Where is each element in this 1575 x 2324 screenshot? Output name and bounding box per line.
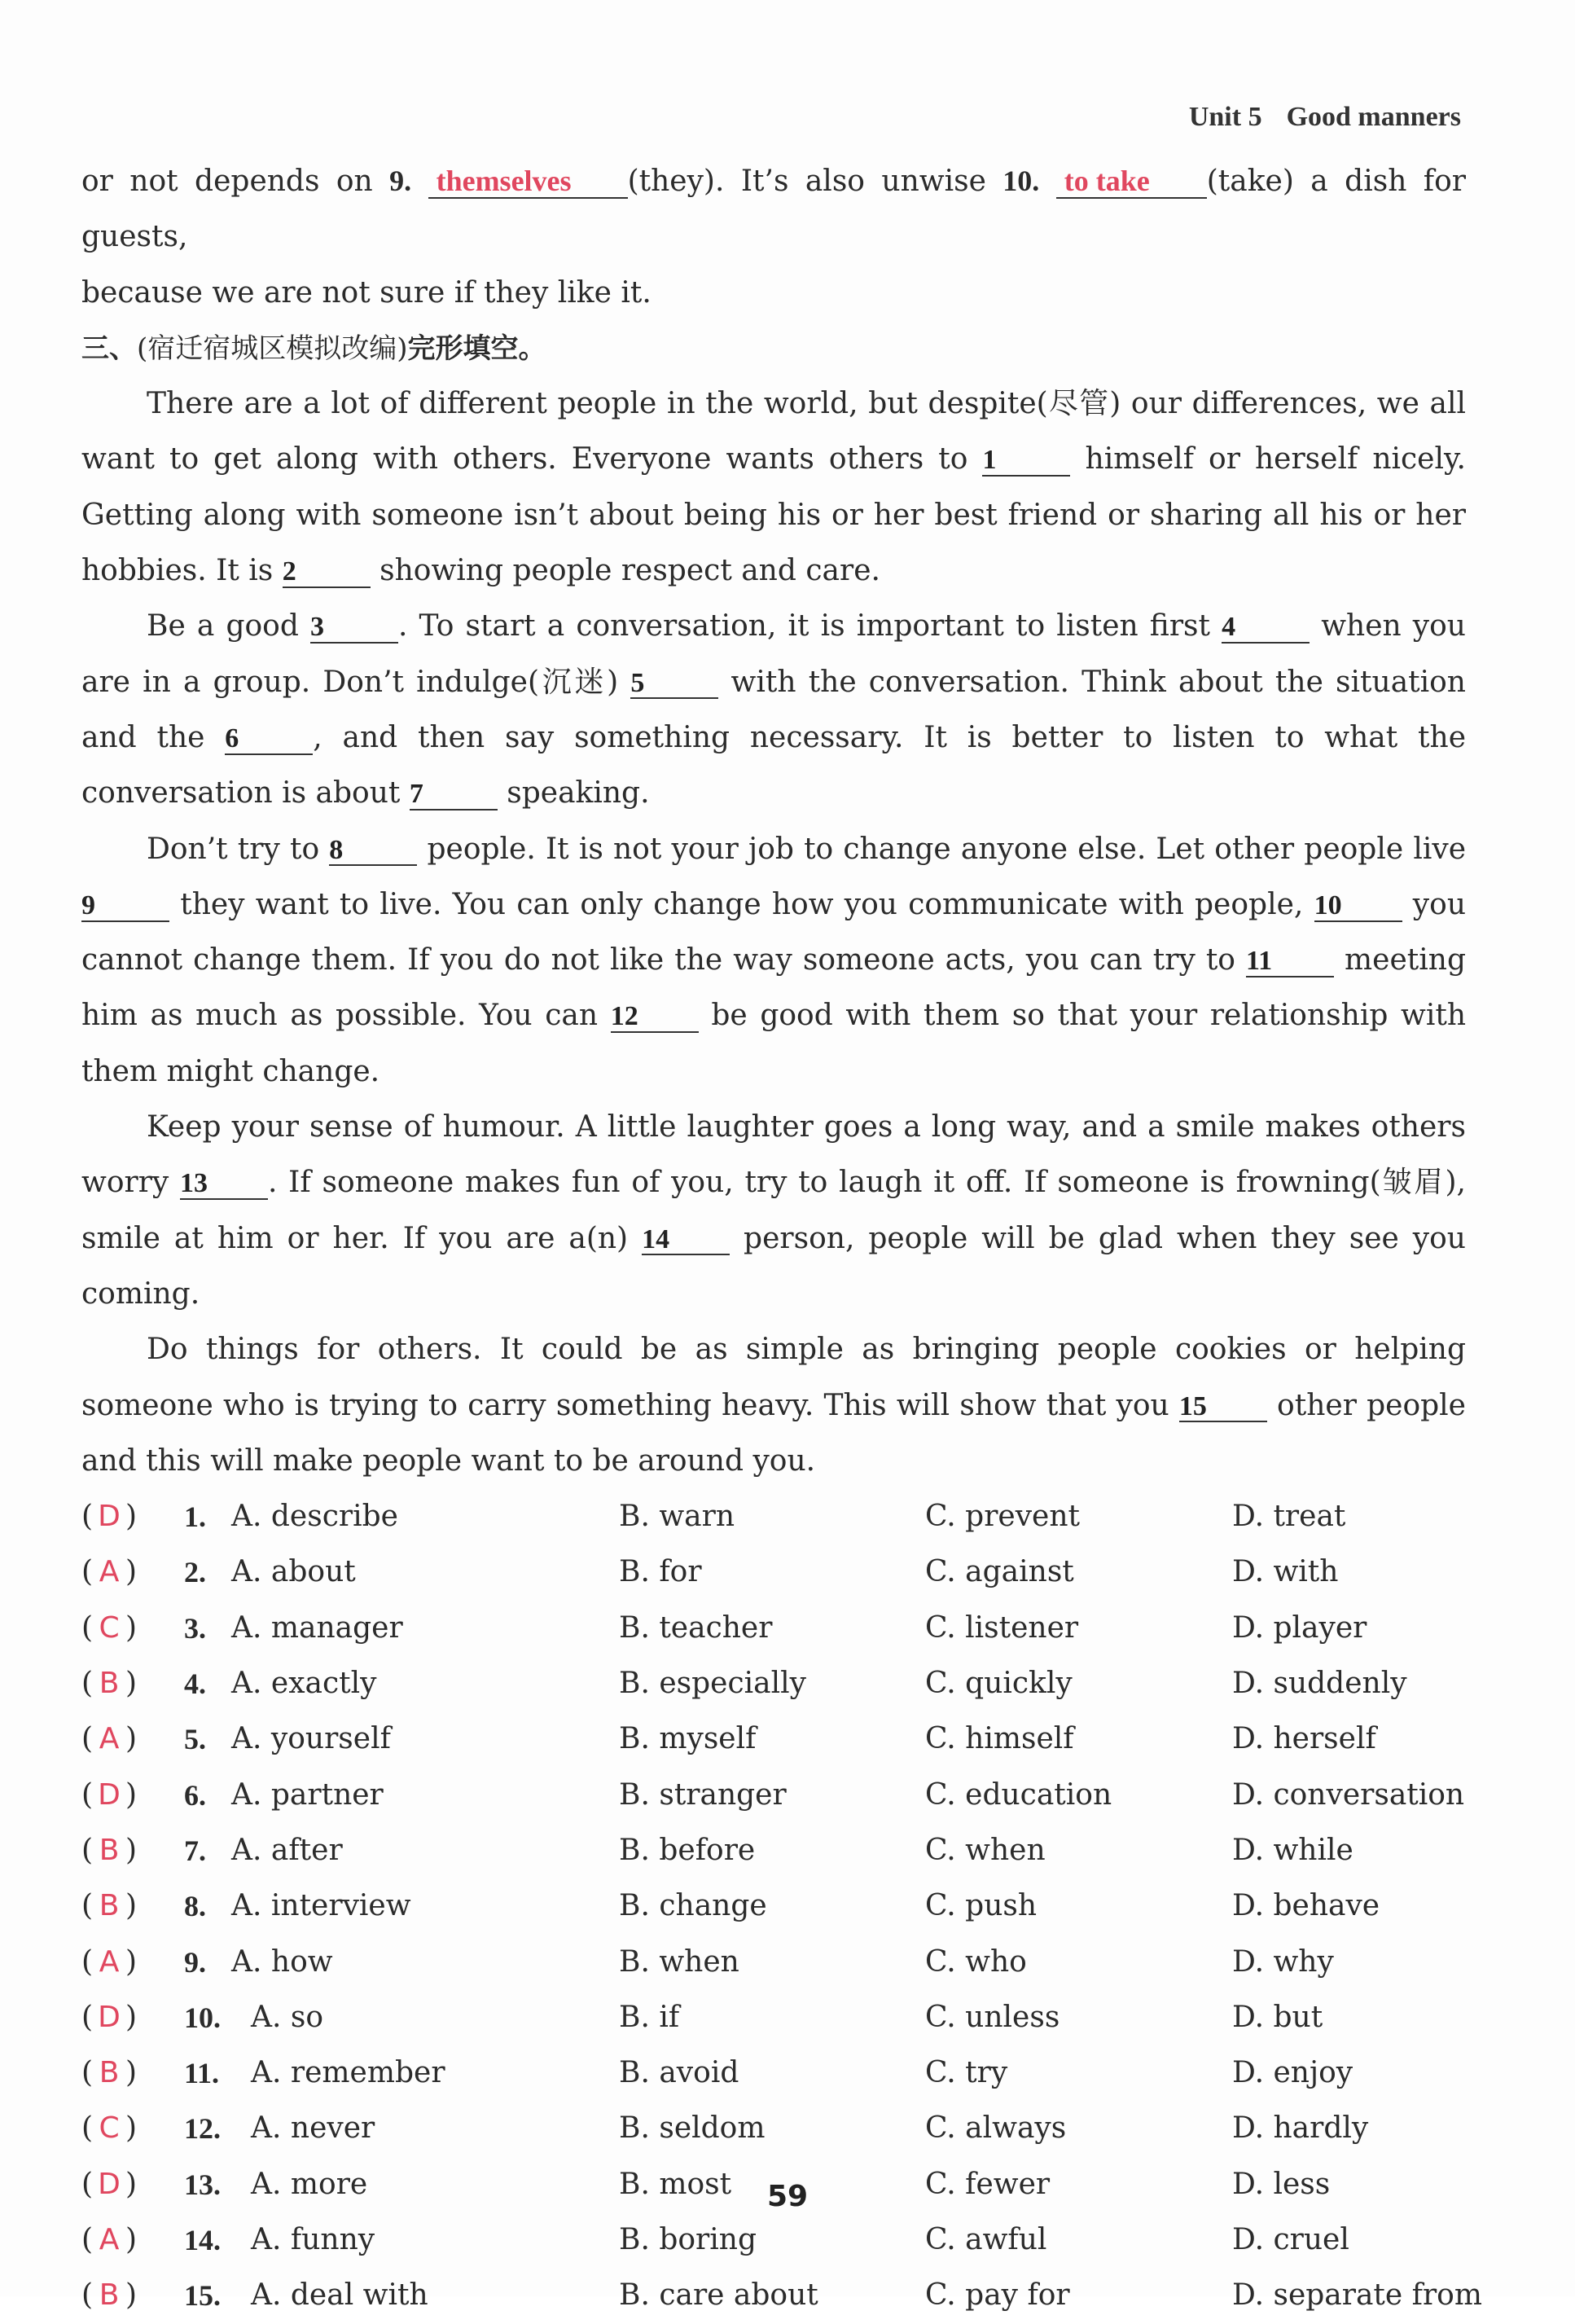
- option-b: B. avoid: [619, 2056, 739, 2090]
- question-number: 3.: [184, 1611, 206, 1645]
- answer-letter: B: [99, 2278, 120, 2313]
- unit-label: Unit 5: [1188, 102, 1262, 132]
- cloze-blank-7: 7: [410, 780, 498, 811]
- option-b: B. if: [619, 2000, 680, 2034]
- option-a: A. funny: [251, 2222, 375, 2256]
- question-number: 13.: [184, 2168, 221, 2201]
- answer-paren: ( C ): [81, 1601, 137, 1656]
- cloze-blank-15: 15: [1179, 1392, 1267, 1423]
- answer-letter: A: [99, 1944, 120, 1979]
- unit-header: [1189, 102, 1461, 133]
- option-b: B. when: [619, 1944, 739, 1979]
- option-c: C. awful: [925, 2222, 1047, 2256]
- question-row: [81, 1711, 1466, 1767]
- option-b: B. stranger: [619, 1777, 787, 1812]
- question-number-10: 10.: [1002, 165, 1040, 197]
- question-number-9: 9.: [389, 165, 412, 197]
- page-number: 59: [766, 2180, 809, 2213]
- cloze-blank-11: 11: [1246, 947, 1334, 977]
- option-c: C. education: [925, 1777, 1112, 1812]
- question-number: 9.: [184, 1945, 206, 1979]
- option-d: D. while: [1232, 1833, 1353, 1867]
- option-c: C. against: [925, 1555, 1074, 1589]
- answer-letter: D: [98, 2167, 121, 2201]
- option-a: A. about: [231, 1555, 356, 1589]
- answer-paren: ( D ): [81, 2157, 137, 2212]
- question-row: [81, 1823, 1466, 1878]
- question-row: [81, 1878, 1466, 1934]
- question-number: 14.: [184, 2223, 221, 2256]
- answer-letter: D: [98, 2000, 121, 2034]
- passage-paragraph-2: Be a good 3 . To start a conversation, it is important to listen first 4 when you are in a group. Don’t indulge(沉迷) 5 with the conversation. Think about the situation and the 6 , and then say something necessary. It is better to listen to what the conversation is about 7 speaking.: [81, 609, 1467, 811]
- cloze-blank-3: 3: [310, 613, 398, 644]
- question-row: [81, 2268, 1482, 2323]
- option-a: A. after: [231, 1833, 343, 1867]
- option-c: C. prevent: [925, 1500, 1081, 1534]
- option-b: B. boring: [619, 2222, 757, 2256]
- answer-paren: ( B ): [81, 1656, 137, 1711]
- question-number: 15.: [184, 2279, 221, 2313]
- question-number: 11.: [184, 2057, 220, 2090]
- cloze-blank-6: 6: [225, 724, 313, 755]
- option-d: D. enjoy: [1232, 2056, 1353, 2090]
- question-row: [81, 1768, 1466, 1823]
- answer-paren: ( D ): [81, 1489, 137, 1544]
- option-a: A. remember: [251, 2056, 445, 2090]
- answer-paren: ( A ): [81, 1711, 137, 1767]
- section-source: (宿迁宿城区模拟改编): [137, 332, 408, 365]
- option-a: A. partner: [231, 1777, 384, 1812]
- option-b: B. myself: [619, 1722, 757, 1756]
- section-title: 三、(宿迁宿城区模拟改编)完形填空。: [81, 332, 546, 365]
- question-row: [81, 1656, 1466, 1711]
- page-body: [81, 153, 1482, 2324]
- answer-paren: ( B ): [81, 2045, 137, 2101]
- option-d: D. separate from: [1232, 2278, 1482, 2313]
- answer-letter: B: [99, 1833, 120, 1867]
- answer-blank-10: to take: [1056, 166, 1207, 199]
- passage-paragraph-3: Don’t try to 8 people. It is not your job to change anyone else. Let other people live 9 they want to live. You can only change how you communicate with people, 10 you cannot change them. If you do not like the way someone acts, you can try to 11 meeting him as much as possible. You can 12 be good with them so that your relationship with them might change.: [81, 832, 1467, 1088]
- cloze-blank-12: 12: [611, 1002, 699, 1033]
- question-number: 4.: [184, 1667, 206, 1701]
- answer-letter: B: [99, 1889, 120, 1923]
- cloze-blank-1: 1: [982, 446, 1070, 477]
- passage-paragraph-1: There are a lot of different people in the world, but despite(尽管) our differences, we all want to get along with others. Everyone wants others to 1 himself or herself nicely. Getting along with someone isn’t about being his or her best friend or sharing all his or her hobbies. It is 2 showing people respect and care.: [81, 387, 1467, 588]
- answer-letter: D: [98, 1777, 121, 1812]
- option-b: B. especially: [619, 1667, 806, 1701]
- cloze-blank-5: 5: [630, 669, 718, 700]
- option-a: A. so: [251, 2000, 324, 2034]
- option-c: C. push: [925, 1889, 1038, 1923]
- intro-line-1: or not depends on 9. themselves (they). It’s also unwise 10. to take (take) a dish for guests,: [81, 165, 1467, 254]
- question-row: [81, 2101, 1466, 2156]
- answer-letter: C: [99, 1610, 120, 1645]
- option-a: A. how: [231, 1944, 333, 1979]
- option-d: D. herself: [1232, 1722, 1376, 1756]
- answer-letter: A: [99, 2222, 120, 2256]
- question-number: 5.: [184, 1723, 206, 1756]
- option-d: D. behave: [1232, 1889, 1380, 1923]
- option-d: D. treat: [1232, 1500, 1346, 1534]
- option-b: B. seldom: [619, 2111, 766, 2146]
- question-number: 12.: [184, 2112, 221, 2146]
- option-c: C. quickly: [925, 1667, 1073, 1701]
- option-b: B. care about: [619, 2278, 818, 2313]
- option-c: C. listener: [925, 1610, 1079, 1645]
- cloze-blank-10: 10: [1314, 891, 1402, 922]
- question-number: 8.: [184, 1890, 206, 1923]
- option-c: C. himself: [925, 1722, 1074, 1756]
- option-a: A. deal with: [251, 2278, 428, 2313]
- option-c: C. who: [925, 1944, 1027, 1979]
- option-d: D. hardly: [1232, 2111, 1369, 2146]
- option-a: A. yourself: [231, 1722, 391, 1756]
- option-d: D. why: [1232, 1944, 1334, 1979]
- answer-letter: B: [99, 2056, 120, 2090]
- option-b: B. before: [619, 1833, 756, 1867]
- option-d: D. with: [1232, 1555, 1339, 1589]
- answer-paren: ( A ): [81, 1544, 137, 1600]
- question-row: [81, 1601, 1466, 1656]
- option-a: A. describe: [231, 1500, 398, 1534]
- answer-letter: D: [98, 1500, 121, 1534]
- option-d: D. but: [1232, 2000, 1323, 2034]
- cloze-blank-2: 2: [283, 557, 371, 588]
- answer-paren: ( B ): [81, 2268, 137, 2323]
- option-c: C. try: [925, 2056, 1008, 2090]
- question-row: [81, 2212, 1466, 2268]
- option-c: C. always: [925, 2111, 1067, 2146]
- option-b: B. warn: [619, 1500, 735, 1534]
- answer-paren: ( C ): [81, 2101, 137, 2156]
- option-d: D. suddenly: [1232, 1667, 1407, 1701]
- option-a: A. manager: [231, 1610, 403, 1645]
- cloze-blank-9: 9: [81, 891, 169, 922]
- option-d: D. player: [1232, 1610, 1367, 1645]
- question-number: 7.: [184, 1834, 206, 1867]
- answer-paren: ( A ): [81, 2212, 137, 2268]
- option-c: C. fewer: [925, 2167, 1051, 2201]
- question-number: 2.: [184, 1556, 206, 1589]
- option-a: A. more: [251, 2167, 368, 2201]
- answer-letter: A: [99, 1555, 120, 1589]
- option-d: D. less: [1232, 2167, 1331, 2201]
- option-d: D. cruel: [1232, 2222, 1349, 2256]
- option-c: C. when: [925, 1833, 1046, 1867]
- question-number: 6.: [184, 1778, 206, 1812]
- question-number: 1.: [184, 1500, 206, 1534]
- cloze-blank-14: 14: [642, 1225, 730, 1256]
- unit-title: Good manners: [1286, 102, 1461, 132]
- option-a: A. never: [251, 2111, 375, 2146]
- option-b: B. change: [619, 1889, 767, 1923]
- answer-letter: C: [99, 2111, 120, 2146]
- passage-paragraph-5: Do things for others. It could be as simple as bringing people cookies or helping someone who is trying to carry something heavy. This will show that you 15 other people and this will make people want to be around you.: [81, 1333, 1466, 1478]
- option-b: B. most: [619, 2167, 732, 2201]
- option-b: B. teacher: [619, 1610, 773, 1645]
- question-row: [81, 1489, 1466, 1544]
- option-a: A. exactly: [231, 1667, 377, 1701]
- answer-letter: B: [99, 1667, 120, 1701]
- question-row: [81, 1544, 1466, 1600]
- answer-paren: ( A ): [81, 1935, 137, 1990]
- answer-paren: ( B ): [81, 1823, 137, 1878]
- question-number: 10.: [184, 2001, 221, 2034]
- option-c: C. unless: [925, 2000, 1060, 2034]
- passage-paragraph-4: Keep your sense of humour. A little laughter goes a long way, and a smile makes others worry 13 . If someone makes fun of you, try to laugh it off. If someone is frowning(皱眉), smile at him or her. If you are a(n) 14 person, people will be glad when they see you coming.: [81, 1110, 1467, 1311]
- answer-paren: ( D ): [81, 1990, 137, 2045]
- question-row: [81, 1935, 1466, 1990]
- cloze-blank-4: 4: [1222, 613, 1310, 644]
- question-row: [81, 2045, 1466, 2101]
- answer-paren: ( D ): [81, 1768, 137, 1823]
- question-row: [81, 1990, 1466, 2045]
- cloze-blank-8: 8: [329, 836, 417, 867]
- answer-letter: A: [99, 1722, 120, 1756]
- option-a: A. interview: [231, 1889, 411, 1923]
- option-c: C. pay for: [925, 2278, 1070, 2313]
- answer-blank-9: themselves: [428, 166, 628, 199]
- option-d: D. conversation: [1232, 1777, 1465, 1812]
- answer-paren: ( B ): [81, 1878, 137, 1934]
- intro-line-2: because we are not sure if they like it.: [81, 275, 651, 310]
- cloze-blank-13: 13: [180, 1169, 268, 1200]
- option-b: B. for: [619, 1555, 702, 1589]
